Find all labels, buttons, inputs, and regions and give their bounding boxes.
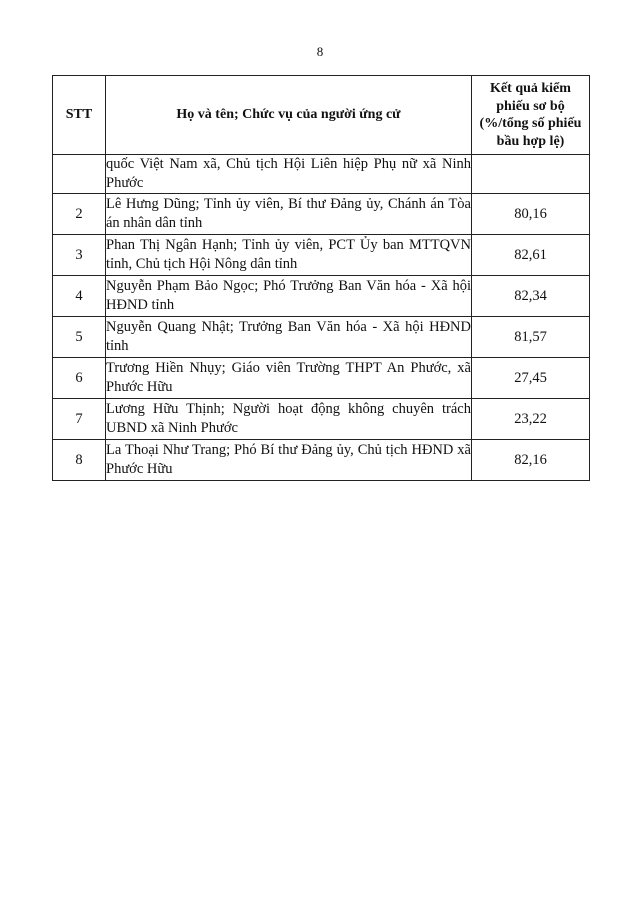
row-result: 80,16 [472, 194, 590, 235]
table-header-row [53, 76, 590, 155]
row-result: 23,22 [472, 399, 590, 440]
row-stt: 8 [53, 440, 106, 481]
row-result: 82,34 [472, 276, 590, 317]
table-row [53, 399, 590, 440]
row-name-position: Lương Hữu Thịnh; Người hoạt động không chuyên trách UBND xã Ninh Phước [106, 399, 472, 440]
candidate-results-table [52, 75, 590, 481]
header-name-position: Họ và tên; Chức vụ của người ứng cử [106, 76, 472, 155]
row-stt: 6 [53, 358, 106, 399]
header-result-line: Kết quả kiểm [490, 81, 571, 96]
row-name-position: La Thoại Như Trang; Phó Bí thư Đảng ủy, Chủ tịch HĐND xã Phước Hữu [106, 440, 472, 481]
table-row [53, 440, 590, 481]
table-row [53, 194, 590, 235]
row-name-position: Phan Thị Ngân Hạnh; Tỉnh ủy viên, PCT Ủy ban MTTQVN tỉnh, Chủ tịch Hội Nông dân tỉnh [106, 235, 472, 276]
row-name-position: quốc Việt Nam xã, Chủ tịch Hội Liên hiệp Phụ nữ xã Ninh Phước [106, 155, 472, 194]
row-stt: 3 [53, 235, 106, 276]
row-result [472, 155, 590, 194]
header-result [472, 76, 590, 155]
header-result-line: bầu hợp lệ) [496, 133, 565, 149]
header-stt: STT [53, 76, 106, 155]
row-result: 27,45 [472, 358, 590, 399]
row-name-position: Trương Hiền Nhụy; Giáo viên Trường THPT An Phước, xã Phước Hữu [106, 358, 472, 399]
row-result: 81,57 [472, 317, 590, 358]
header-result-line: phiếu sơ bộ [496, 98, 565, 114]
page-number: 8 [316, 44, 324, 59]
table-row [53, 235, 590, 276]
row-stt: 4 [53, 276, 106, 317]
row-result: 82,61 [472, 235, 590, 276]
table-row [53, 276, 590, 317]
table-row [53, 317, 590, 358]
row-stt: 7 [53, 399, 106, 440]
row-result: 82,16 [472, 440, 590, 481]
table-row [53, 155, 590, 194]
row-name-position: Nguyễn Quang Nhật; Trưởng Ban Văn hóa - Xã hội HĐND tỉnh [106, 317, 472, 358]
row-stt: 2 [53, 194, 106, 235]
row-name-position: Lê Hưng Dũng; Tỉnh ủy viên, Bí thư Đảng ủy, Chánh án Tòa án nhân dân tỉnh [106, 194, 472, 235]
row-stt: 5 [53, 317, 106, 358]
header-result-line: (%/tổng số phiếu [479, 116, 582, 131]
row-stt [53, 155, 106, 194]
table-row [53, 358, 590, 399]
row-name-position: Nguyễn Phạm Bảo Ngọc; Phó Trưởng Ban Văn hóa - Xã hội HĐND tỉnh [106, 276, 472, 317]
